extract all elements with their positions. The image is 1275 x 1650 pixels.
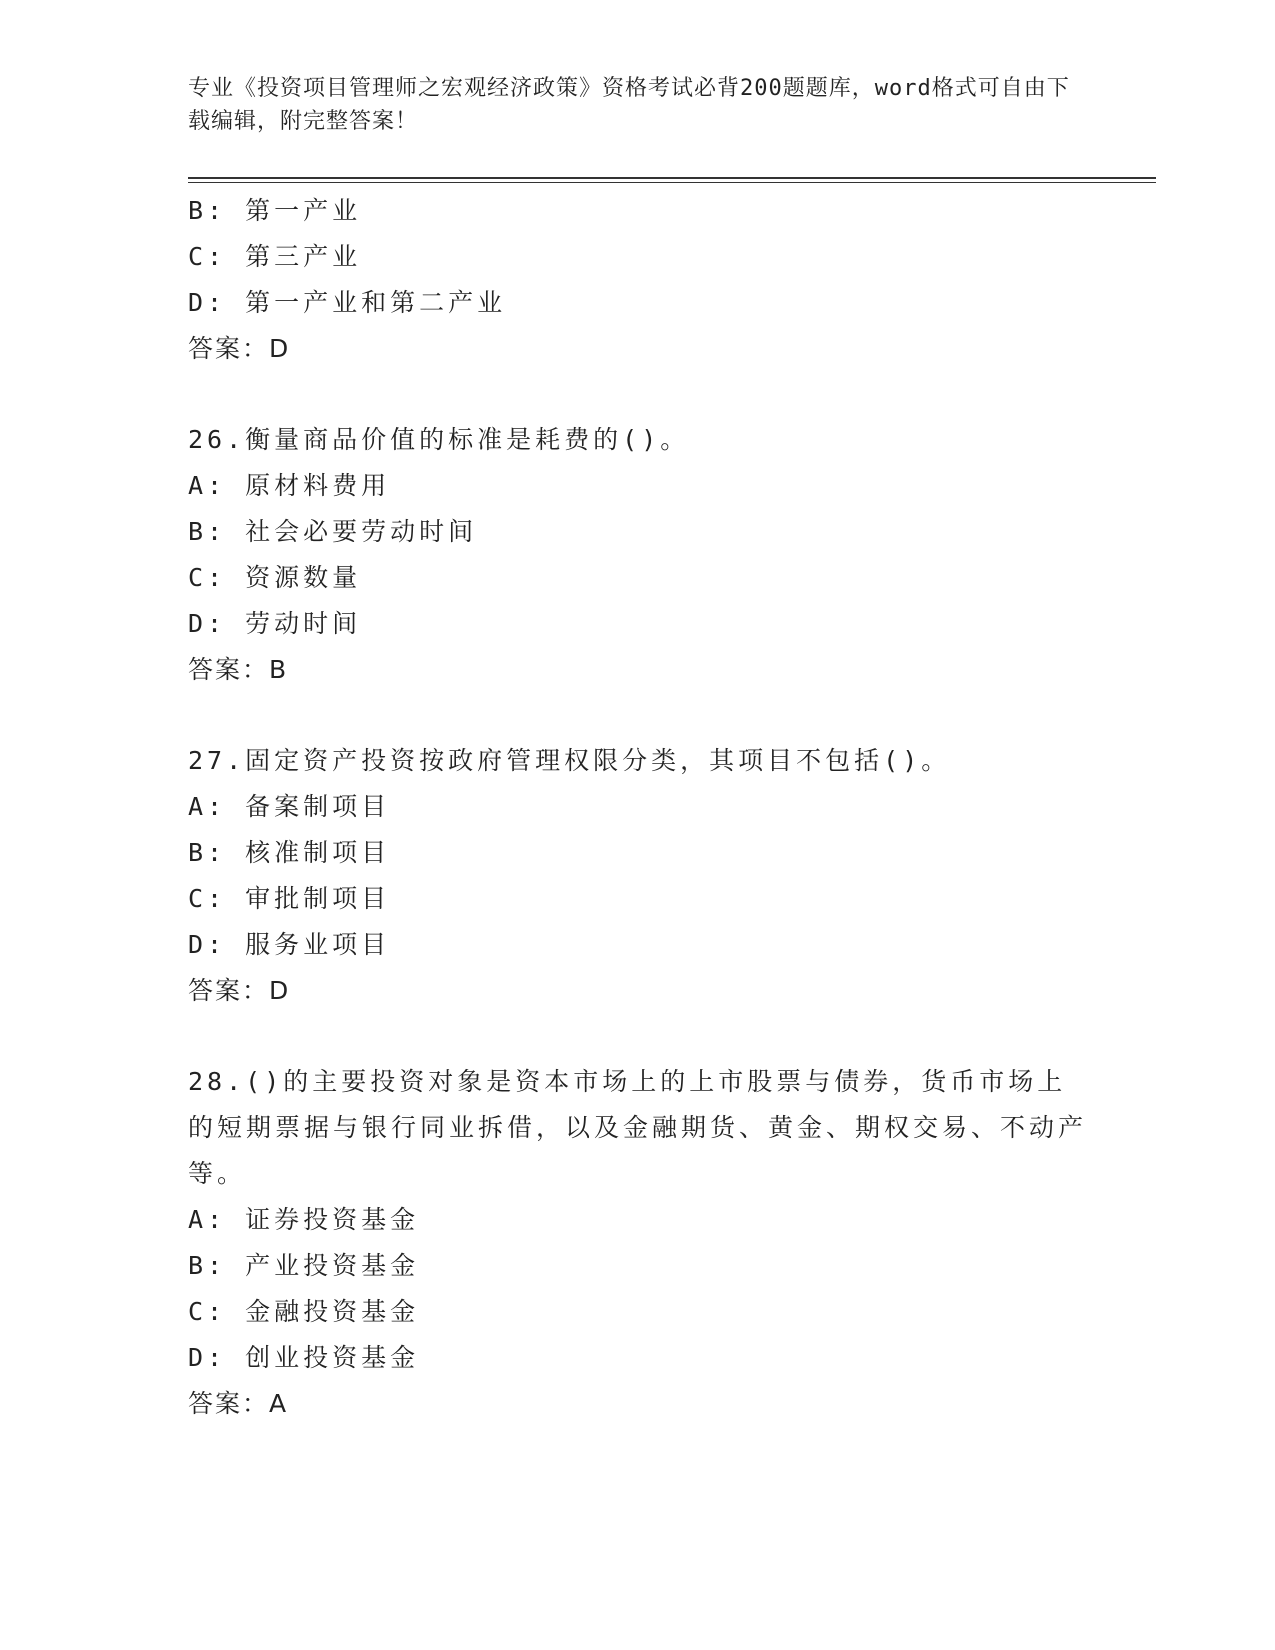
spacer (188, 372, 1088, 417)
option-c: C: 第三产业 (188, 242, 362, 271)
option-c: C: 资源数量 (188, 563, 362, 592)
question-stem: 28.()的主要投资对象是资本市场上的上市股票与债券，货币市场上的短期票据与银行同业拆借，以及金融期货、黄金、期权交易、不动产等。 (188, 1067, 1088, 1188)
option-d: D: 创业投资基金 (188, 1343, 420, 1372)
option-d: D: 劳动时间 (188, 609, 362, 638)
answer-line: 答案：D (188, 334, 291, 363)
option-b: B: 社会必要劳动时间 (188, 517, 478, 546)
option-a: A: 备案制项目 (188, 792, 391, 821)
answer-line: 答案：B (188, 655, 289, 684)
option-c: C: 金融投资基金 (188, 1297, 420, 1326)
option-c: C: 审批制项目 (188, 884, 391, 913)
question-stem: 27.固定资产投资按政府管理权限分类，其项目不包括()。 (188, 746, 951, 775)
spacer (188, 1014, 1088, 1059)
option-b: B: 产业投资基金 (188, 1251, 420, 1280)
option-b: B: 核准制项目 (188, 838, 391, 867)
question-block-26 (188, 417, 1088, 693)
option-d: D: 服务业项目 (188, 930, 391, 959)
spacer (188, 693, 1088, 738)
answer-line: 答案：A (188, 1389, 289, 1418)
option-b: B: 第一产业 (188, 196, 362, 225)
question-block-25 (188, 188, 1088, 372)
question-stem: 26.衡量商品价值的标准是耗费的()。 (188, 425, 690, 454)
header-divider (188, 177, 1156, 183)
question-block-28 (188, 1059, 1088, 1427)
option-a: A: 原材料费用 (188, 471, 391, 500)
question-block-27 (188, 738, 1088, 1014)
question-list (188, 188, 1088, 1427)
option-a: A: 证券投资基金 (188, 1205, 420, 1234)
document-header: 专业《投资项目管理师之宏观经济政策》资格考试必背200题题库，word格式可自由下载编辑，附完整答案！ (188, 76, 1070, 134)
answer-line: 答案：D (188, 976, 291, 1005)
option-d: D: 第一产业和第二产业 (188, 288, 507, 317)
